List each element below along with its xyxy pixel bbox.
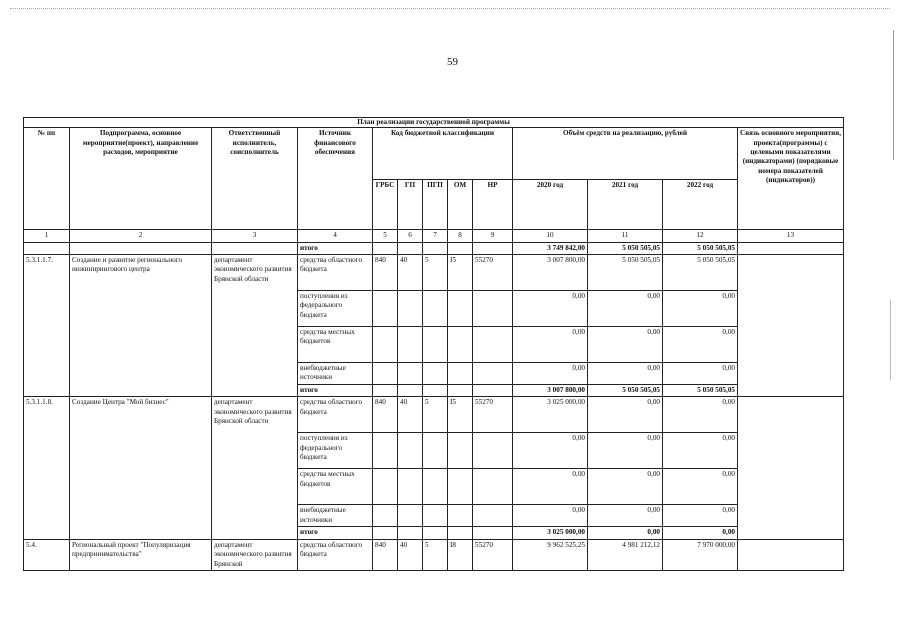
table-row — [24, 255, 844, 291]
code-pgp — [423, 291, 448, 327]
total-2022: 5 050 505,05 — [663, 242, 738, 254]
code-pgp — [423, 505, 448, 527]
amount-2021: 0,00 — [588, 363, 663, 385]
col-number: 10 — [513, 230, 588, 242]
code-nr — [473, 505, 513, 527]
code-nr: 55270 — [473, 539, 513, 570]
code-pgp — [423, 327, 448, 363]
code-grbs — [373, 433, 398, 469]
amount-2021: 0,00 — [588, 327, 663, 363]
amount-2021: 0,00 — [588, 505, 663, 527]
empty-cell — [473, 527, 513, 539]
funding-source: внебюджетные источники — [298, 363, 373, 385]
header-pgp: ПГП — [423, 180, 448, 230]
amount-2022: 7 970 000,00 — [663, 539, 738, 570]
page-number: 59 — [447, 56, 458, 68]
code-grbs: 840 — [373, 397, 398, 433]
amount-2022: 0,00 — [663, 469, 738, 505]
col-number: 12 — [663, 230, 738, 242]
item-number: 5.3.1.1.8. — [24, 397, 70, 539]
indicator-link — [738, 539, 844, 570]
code-gp: 40 — [398, 255, 423, 291]
header-responsible: Ответственный исполнитель, соисполнитель — [212, 128, 298, 230]
code-grbs — [373, 363, 398, 385]
amount-2020: 0,00 — [513, 505, 588, 527]
code-nr — [473, 469, 513, 505]
indicator-link — [738, 255, 844, 397]
col-number: 8 — [448, 230, 473, 242]
code-om — [448, 433, 473, 469]
item-responsible: департамент экономического развития Брянской — [212, 539, 298, 570]
code-grbs — [373, 291, 398, 327]
item-responsible: департамент экономического развития Брянской области — [212, 255, 298, 397]
empty-cell — [448, 527, 473, 539]
amount-2020: 0,00 — [513, 469, 588, 505]
col-number: 3 — [212, 230, 298, 242]
amount-2020: 0,00 — [513, 363, 588, 385]
code-gp — [398, 505, 423, 527]
code-gp: 40 — [398, 397, 423, 433]
code-grbs: 840 — [373, 539, 398, 570]
code-pgp — [423, 433, 448, 469]
code-gp — [398, 327, 423, 363]
empty-cell — [398, 385, 423, 397]
total-2020: 3 749 842,00 — [513, 242, 588, 254]
code-pgp: 5 — [423, 255, 448, 291]
header-source: Источник финансового обеспечения — [298, 128, 373, 230]
amount-2022: 0,00 — [663, 291, 738, 327]
program-plan-table — [23, 117, 844, 571]
header-link: Связь основного мероприятия, проекта(программы) с целевыми показателями (индикаторами) (порядковые номера показателей (индикаторов)) — [738, 128, 844, 230]
col-number: 2 — [70, 230, 212, 242]
amount-2020: 9 962 525,25 — [513, 539, 588, 570]
amount-2020: 3 007 800,00 — [513, 255, 588, 291]
code-gp — [398, 363, 423, 385]
code-nr — [473, 291, 513, 327]
item-responsible: департамент экономического развития Брянской области — [212, 397, 298, 539]
total-2022: 5 050 505,05 — [663, 385, 738, 397]
total-2021: 5 050 505,05 — [588, 385, 663, 397]
item-number: 5.4. — [24, 539, 70, 570]
total-label: итого — [298, 385, 373, 397]
header-2020: 2020 год — [513, 180, 588, 230]
code-grbs — [373, 327, 398, 363]
amount-2021: 0,00 — [588, 469, 663, 505]
total-label: итого — [298, 527, 373, 539]
amount-2021: 5 050 505,05 — [588, 255, 663, 291]
code-grbs — [373, 505, 398, 527]
code-om: I5 — [448, 255, 473, 291]
empty-cell — [373, 385, 398, 397]
header-num: № пп — [24, 128, 70, 230]
code-grbs — [373, 469, 398, 505]
code-om — [448, 291, 473, 327]
item-name: Создание и развитие регионального инжинирингового центра — [70, 255, 212, 397]
header-program: Подпрограмма, основное мероприятие(проект), направление расходов, мероприятие — [70, 128, 212, 230]
scan-top-edge — [10, 8, 890, 9]
total-2020: 3 007 800,00 — [513, 385, 588, 397]
header-kbk: Код бюджетной классификации — [373, 128, 513, 180]
total-label: итого — [298, 242, 373, 254]
empty-cell — [423, 527, 448, 539]
table-title: План реализации государственной программы — [24, 118, 844, 128]
code-gp — [398, 433, 423, 469]
code-om: I8 — [448, 539, 473, 570]
empty-cell — [423, 385, 448, 397]
code-nr: 55270 — [473, 255, 513, 291]
item-number: 5.3.1.1.7. — [24, 255, 70, 397]
code-om: I5 — [448, 397, 473, 433]
code-om — [448, 469, 473, 505]
table-row — [24, 539, 844, 570]
scan-right-edge — [893, 30, 894, 160]
funding-source: средства местных бюджетов — [298, 327, 373, 363]
col-number: 13 — [738, 230, 844, 242]
funding-source: поступления из федерального бюджета — [298, 433, 373, 469]
amount-2022: 0,00 — [663, 397, 738, 433]
total-2020: 3 025 000,00 — [513, 527, 588, 539]
item-name: Создание Центра "Мой бизнес" — [70, 397, 212, 539]
funding-source: средства областного бюджета — [298, 397, 373, 433]
amount-2022: 0,00 — [663, 433, 738, 469]
funding-source: средства областного бюджета — [298, 539, 373, 570]
code-pgp: 5 — [423, 539, 448, 570]
total-2022: 0,00 — [663, 527, 738, 539]
indicator-link — [738, 397, 844, 539]
table-row — [24, 397, 844, 433]
code-nr — [473, 433, 513, 469]
code-om — [448, 363, 473, 385]
col-number: 6 — [398, 230, 423, 242]
code-om — [448, 327, 473, 363]
header-volume: Объём средств на реализацию, рублей — [513, 128, 738, 180]
code-om — [448, 505, 473, 527]
item-name: Региональный проект "Популяризация предпринимательства" — [70, 539, 212, 570]
col-number: 1 — [24, 230, 70, 242]
code-nr: 55270 — [473, 397, 513, 433]
scan-right-edge-lower — [890, 300, 891, 380]
amount-2020: 0,00 — [513, 433, 588, 469]
amount-2022: 0,00 — [663, 505, 738, 527]
funding-source: средства областного бюджета — [298, 255, 373, 291]
code-pgp — [423, 469, 448, 505]
code-grbs: 840 — [373, 255, 398, 291]
funding-source: поступления из федерального бюджета — [298, 291, 373, 327]
empty-cell — [373, 527, 398, 539]
amount-2022: 5 050 505,05 — [663, 255, 738, 291]
code-gp: 40 — [398, 539, 423, 570]
col-number: 4 — [298, 230, 373, 242]
amount-2021: 4 981 212,12 — [588, 539, 663, 570]
empty-cell — [448, 385, 473, 397]
col-number: 7 — [423, 230, 448, 242]
header-nr: НР — [473, 180, 513, 230]
total-2021: 0,00 — [588, 527, 663, 539]
col-number: 5 — [373, 230, 398, 242]
amount-2022: 0,00 — [663, 363, 738, 385]
col-number: 11 — [588, 230, 663, 242]
funding-source: внебюджетные источники — [298, 505, 373, 527]
top-total-row — [24, 242, 844, 254]
col-number: 9 — [473, 230, 513, 242]
amount-2022: 0,00 — [663, 327, 738, 363]
header-2022: 2022 год — [663, 180, 738, 230]
amount-2020: 0,00 — [513, 327, 588, 363]
empty-cell — [473, 385, 513, 397]
empty-cell — [398, 527, 423, 539]
total-2021: 5 050 505,05 — [588, 242, 663, 254]
amount-2020: 0,00 — [513, 291, 588, 327]
code-gp — [398, 469, 423, 505]
code-nr — [473, 363, 513, 385]
funding-source: средства местных бюджетов — [298, 469, 373, 505]
header-grbs: ГРБС — [373, 180, 398, 230]
code-pgp — [423, 363, 448, 385]
amount-2020: 3 025 000,00 — [513, 397, 588, 433]
code-nr — [473, 327, 513, 363]
code-gp — [398, 291, 423, 327]
header-2021: 2021 год — [588, 180, 663, 230]
header-gp: ГП — [398, 180, 423, 230]
code-pgp: 5 — [423, 397, 448, 433]
amount-2021: 0,00 — [588, 433, 663, 469]
amount-2021: 0,00 — [588, 397, 663, 433]
amount-2021: 0,00 — [588, 291, 663, 327]
header-om: ОМ — [448, 180, 473, 230]
